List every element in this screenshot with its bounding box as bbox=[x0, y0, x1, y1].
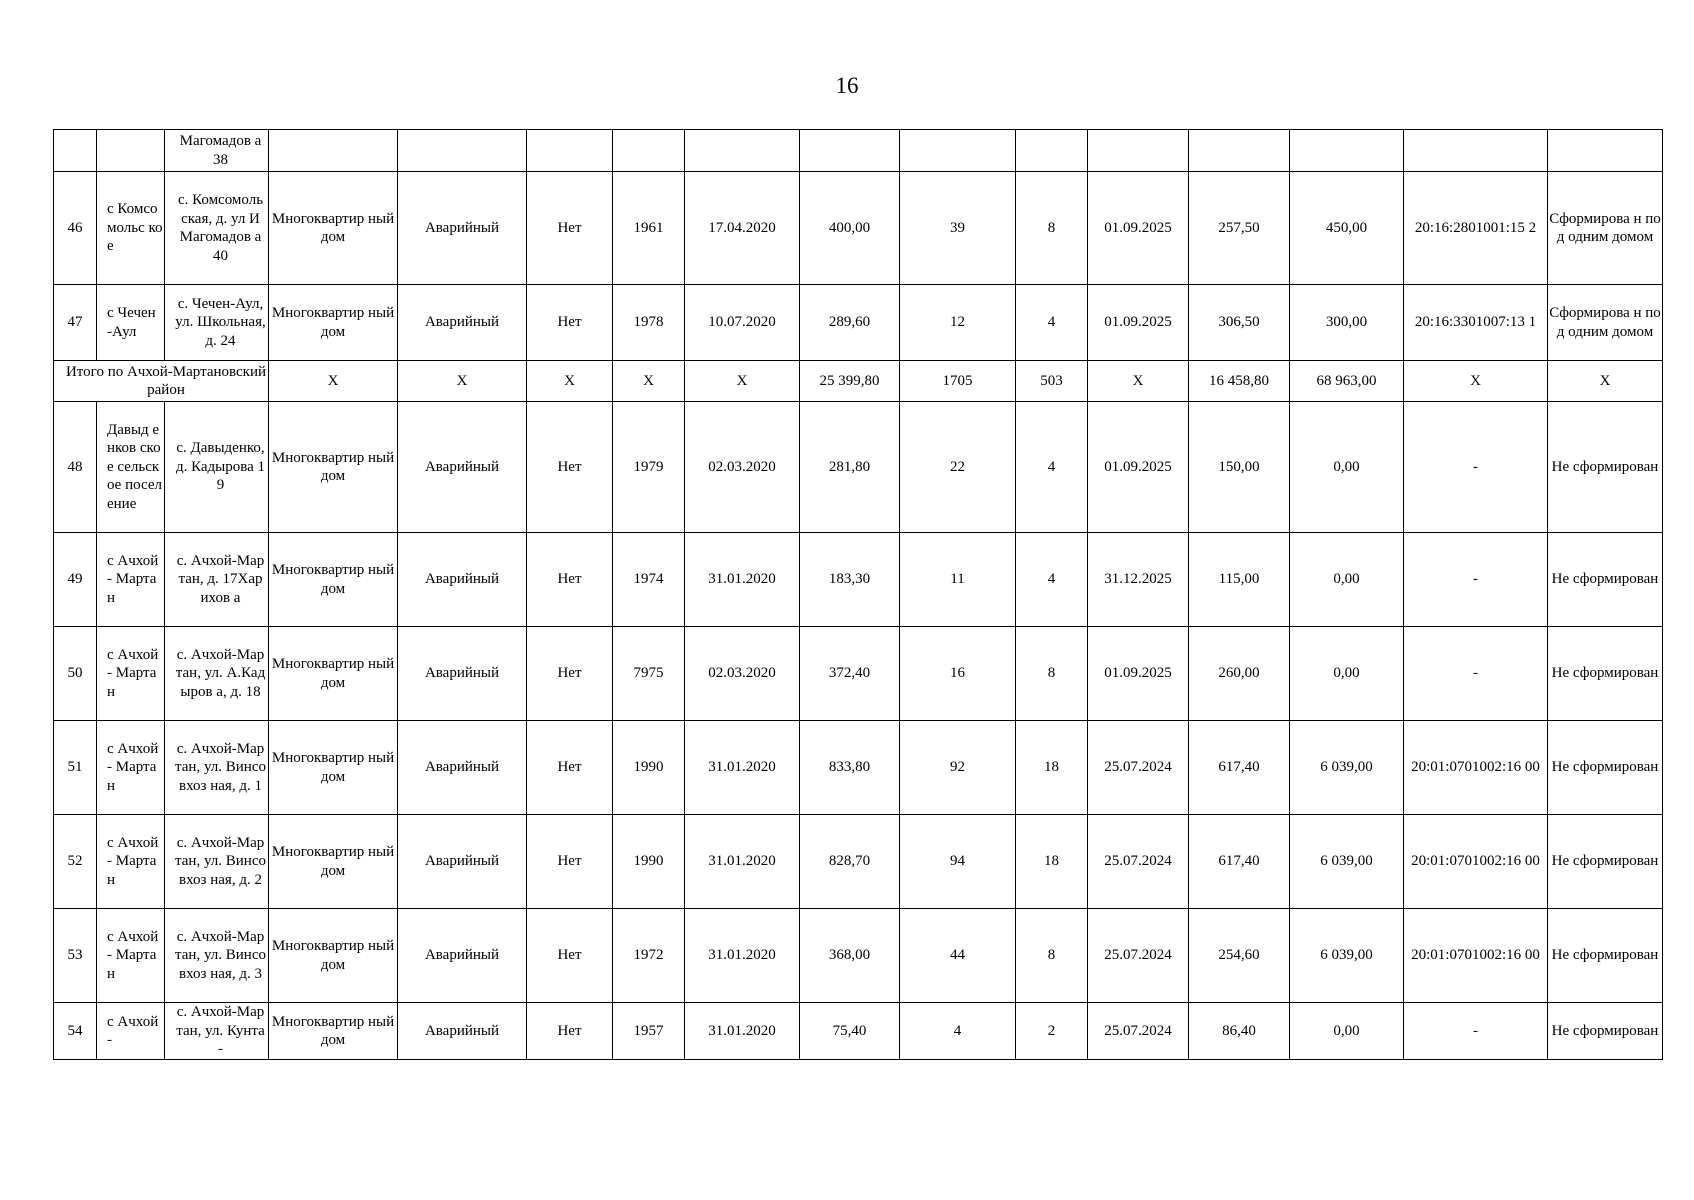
cost-cell: 254,60 bbox=[1189, 909, 1290, 1003]
cadastral-number-cell: 20:16:2801001:15 2 bbox=[1404, 172, 1548, 285]
table-row bbox=[54, 909, 1663, 1003]
land-area-cell bbox=[1290, 130, 1404, 172]
row-number: 53 bbox=[54, 909, 97, 1003]
house-type-cell: Многоквартир ный дом bbox=[269, 627, 398, 721]
flag-cell: Нет bbox=[527, 172, 613, 285]
cadastral-number-cell: 20:01:0701002:16 00 bbox=[1404, 815, 1548, 909]
address-cell: с. Ачхой-Мартан, ул. Винсовхоз ная, д. 3 bbox=[165, 909, 269, 1003]
residents-cell: 4 bbox=[900, 1003, 1016, 1060]
flag-cell: Нет bbox=[527, 533, 613, 627]
table-row bbox=[54, 721, 1663, 815]
land-area-cell: 450,00 bbox=[1290, 172, 1404, 285]
year-cell: 1972 bbox=[613, 909, 685, 1003]
total-row bbox=[54, 361, 1663, 402]
planned-date-cell: 01.09.2025 bbox=[1088, 172, 1189, 285]
residents-cell: 1705 bbox=[900, 361, 1016, 402]
settlement-cell: с Ачхой - Марта н bbox=[97, 815, 165, 909]
flag-cell: Нет bbox=[527, 1003, 613, 1060]
settlement-cell bbox=[97, 130, 165, 172]
planned-date-cell: 01.09.2025 bbox=[1088, 402, 1189, 533]
land-formation-cell: Не сформирован bbox=[1548, 533, 1663, 627]
recognition-date-cell bbox=[685, 130, 800, 172]
land-formation-cell: Не сформирован bbox=[1548, 815, 1663, 909]
house-type-cell: Многоквартир ный дом bbox=[269, 172, 398, 285]
area-cell: 281,80 bbox=[800, 402, 900, 533]
land-area-cell: 0,00 bbox=[1290, 533, 1404, 627]
land-area-cell: 0,00 bbox=[1290, 402, 1404, 533]
status-cell: Аварийный bbox=[398, 533, 527, 627]
table-row bbox=[54, 627, 1663, 721]
land-area-cell: 6 039,00 bbox=[1290, 721, 1404, 815]
area-cell: 368,00 bbox=[800, 909, 900, 1003]
planned-date-cell: 01.09.2025 bbox=[1088, 627, 1189, 721]
recognition-date-cell: 31.01.2020 bbox=[685, 1003, 800, 1060]
area-cell: 25 399,80 bbox=[800, 361, 900, 402]
area-cell: 400,00 bbox=[800, 172, 900, 285]
residents-cell: 16 bbox=[900, 627, 1016, 721]
recognition-date-cell: 02.03.2020 bbox=[685, 402, 800, 533]
residents-cell: 92 bbox=[900, 721, 1016, 815]
planned-date-cell: 01.09.2025 bbox=[1088, 285, 1189, 361]
table-row bbox=[54, 130, 1663, 172]
flag-cell bbox=[527, 130, 613, 172]
year-cell: 1974 bbox=[613, 533, 685, 627]
cadastral-number-cell: - bbox=[1404, 1003, 1548, 1060]
year-cell: 1979 bbox=[613, 402, 685, 533]
housing-registry-table bbox=[53, 129, 1663, 1060]
cost-cell: 150,00 bbox=[1189, 402, 1290, 533]
settlement-cell: Давыд енков ское сельск ое посел ение bbox=[97, 402, 165, 533]
planned-date-cell: 25.07.2024 bbox=[1088, 721, 1189, 815]
recognition-date-cell: 31.01.2020 bbox=[685, 721, 800, 815]
planned-date-cell: 25.07.2024 bbox=[1088, 909, 1189, 1003]
row-number: 50 bbox=[54, 627, 97, 721]
settlement-cell: с Ачхой - bbox=[97, 1003, 165, 1060]
year-cell bbox=[613, 130, 685, 172]
area-cell: 289,60 bbox=[800, 285, 900, 361]
residents-cell bbox=[900, 130, 1016, 172]
residents-cell: 11 bbox=[900, 533, 1016, 627]
apartments-cell: 8 bbox=[1016, 172, 1088, 285]
recognition-date-cell: 31.01.2020 bbox=[685, 815, 800, 909]
table-row bbox=[54, 815, 1663, 909]
land-formation-cell bbox=[1548, 130, 1663, 172]
address-cell: с. Давыденко, д. Кадырова 19 bbox=[165, 402, 269, 533]
apartments-cell: 8 bbox=[1016, 909, 1088, 1003]
flag-cell: Нет bbox=[527, 815, 613, 909]
recognition-date-cell: 02.03.2020 bbox=[685, 627, 800, 721]
apartments-cell: 2 bbox=[1016, 1003, 1088, 1060]
planned-date-cell bbox=[1088, 130, 1189, 172]
land-formation-cell: Не сформирован bbox=[1548, 909, 1663, 1003]
row-number: 52 bbox=[54, 815, 97, 909]
flag-cell: Нет bbox=[527, 627, 613, 721]
settlement-cell: с Комсо мольс кое bbox=[97, 172, 165, 285]
address-cell: с. Ачхой-Мартан, ул. Винсовхоз ная, д. 2 bbox=[165, 815, 269, 909]
cadastral-number-cell: - bbox=[1404, 627, 1548, 721]
row-number: 48 bbox=[54, 402, 97, 533]
area-cell: 75,40 bbox=[800, 1003, 900, 1060]
land-area-cell: 68 963,00 bbox=[1290, 361, 1404, 402]
cost-cell: 260,00 bbox=[1189, 627, 1290, 721]
cadastral-number-cell: 20:01:0701002:16 00 bbox=[1404, 721, 1548, 815]
apartments-cell: 8 bbox=[1016, 627, 1088, 721]
cost-cell: 306,50 bbox=[1189, 285, 1290, 361]
land-formation-cell: X bbox=[1548, 361, 1663, 402]
land-area-cell: 6 039,00 bbox=[1290, 815, 1404, 909]
house-type-cell: Многоквартир ный дом bbox=[269, 909, 398, 1003]
cost-cell: 115,00 bbox=[1189, 533, 1290, 627]
apartments-cell: 18 bbox=[1016, 815, 1088, 909]
area-cell: 833,80 bbox=[800, 721, 900, 815]
table-row bbox=[54, 1003, 1663, 1060]
house-type-cell: Многоквартир ный дом bbox=[269, 402, 398, 533]
address-cell: Магомадов а 38 bbox=[165, 130, 269, 172]
apartments-cell: 18 bbox=[1016, 721, 1088, 815]
cadastral-number-cell: 20:01:0701002:16 00 bbox=[1404, 909, 1548, 1003]
apartments-cell: 4 bbox=[1016, 285, 1088, 361]
residents-cell: 44 bbox=[900, 909, 1016, 1003]
apartments-cell: 503 bbox=[1016, 361, 1088, 402]
planned-date-cell: 25.07.2024 bbox=[1088, 1003, 1189, 1060]
recognition-date-cell: 31.01.2020 bbox=[685, 533, 800, 627]
cost-cell bbox=[1189, 130, 1290, 172]
house-type-cell bbox=[269, 130, 398, 172]
cadastral-number-cell: 20:16:3301007:13 1 bbox=[1404, 285, 1548, 361]
cadastral-number-cell: - bbox=[1404, 533, 1548, 627]
cost-cell: 617,40 bbox=[1189, 721, 1290, 815]
area-cell: 183,30 bbox=[800, 533, 900, 627]
year-cell: X bbox=[613, 361, 685, 402]
residents-cell: 94 bbox=[900, 815, 1016, 909]
status-cell: Аварийный bbox=[398, 402, 527, 533]
settlement-cell: с Ачхой - Марта н bbox=[97, 627, 165, 721]
land-formation-cell: Сформирова н под одним домом bbox=[1548, 285, 1663, 361]
land-formation-cell: Сформирова н под одним домом bbox=[1548, 172, 1663, 285]
flag-cell: Нет bbox=[527, 721, 613, 815]
residents-cell: 22 bbox=[900, 402, 1016, 533]
row-number: 54 bbox=[54, 1003, 97, 1060]
apartments-cell: 4 bbox=[1016, 533, 1088, 627]
residents-cell: 39 bbox=[900, 172, 1016, 285]
row-number: 51 bbox=[54, 721, 97, 815]
land-formation-cell: Не сформирован bbox=[1548, 721, 1663, 815]
address-cell: с. Ачхой-Мартан, ул. А.Кадыров а, д. 18 bbox=[165, 627, 269, 721]
status-cell: Аварийный bbox=[398, 627, 527, 721]
house-type-cell: Многоквартир ный дом bbox=[269, 815, 398, 909]
flag-cell: Нет bbox=[527, 909, 613, 1003]
cost-cell: 617,40 bbox=[1189, 815, 1290, 909]
cost-cell: 16 458,80 bbox=[1189, 361, 1290, 402]
page-number: 16 bbox=[835, 73, 859, 98]
planned-date-cell: 31.12.2025 bbox=[1088, 533, 1189, 627]
cost-cell: 257,50 bbox=[1189, 172, 1290, 285]
recognition-date-cell: X bbox=[685, 361, 800, 402]
table-row bbox=[54, 285, 1663, 361]
planned-date-cell: 25.07.2024 bbox=[1088, 815, 1189, 909]
address-cell: с. Ачхой-Мартан, ул. Кунта- bbox=[165, 1003, 269, 1060]
land-formation-cell: Не сформирован bbox=[1548, 627, 1663, 721]
cadastral-number-cell bbox=[1404, 130, 1548, 172]
recognition-date-cell: 10.07.2020 bbox=[685, 285, 800, 361]
year-cell: 1957 bbox=[613, 1003, 685, 1060]
status-cell bbox=[398, 130, 527, 172]
year-cell: 1961 bbox=[613, 172, 685, 285]
settlement-cell: с Ачхой - Марта н bbox=[97, 909, 165, 1003]
house-type-cell: X bbox=[269, 361, 398, 402]
cadastral-number-cell: - bbox=[1404, 402, 1548, 533]
settlement-cell: с Ачхой - Марта н bbox=[97, 721, 165, 815]
land-formation-cell: Не сформирован bbox=[1548, 1003, 1663, 1060]
row-number: 46 bbox=[54, 172, 97, 285]
house-type-cell: Многоквартир ный дом bbox=[269, 1003, 398, 1060]
land-area-cell: 6 039,00 bbox=[1290, 909, 1404, 1003]
land-area-cell: 300,00 bbox=[1290, 285, 1404, 361]
address-cell: с. Ачхой-Мартан, д. 17Харихов а bbox=[165, 533, 269, 627]
settlement-cell: с Ачхой - Марта н bbox=[97, 533, 165, 627]
residents-cell: 12 bbox=[900, 285, 1016, 361]
flag-cell: Нет bbox=[527, 285, 613, 361]
address-cell: с. Чечен-Аул, ул. Школьная, д. 24 bbox=[165, 285, 269, 361]
recognition-date-cell: 17.04.2020 bbox=[685, 172, 800, 285]
table-row bbox=[54, 172, 1663, 285]
status-cell: Аварийный bbox=[398, 815, 527, 909]
area-cell bbox=[800, 130, 900, 172]
table-row bbox=[54, 402, 1663, 533]
row-number: 47 bbox=[54, 285, 97, 361]
year-cell: 1978 bbox=[613, 285, 685, 361]
cadastral-number-cell: X bbox=[1404, 361, 1548, 402]
settlement-cell: с Чечен -Аул bbox=[97, 285, 165, 361]
house-type-cell: Многоквартир ный дом bbox=[269, 721, 398, 815]
year-cell: 1990 bbox=[613, 721, 685, 815]
flag-cell: X bbox=[527, 361, 613, 402]
area-cell: 828,70 bbox=[800, 815, 900, 909]
total-label: Итого по Ачхой-Мартановский район bbox=[54, 361, 269, 402]
address-cell: с. Ачхой-Мартан, ул. Винсовхоз ная, д. 1 bbox=[165, 721, 269, 815]
table-row bbox=[54, 533, 1663, 627]
land-area-cell: 0,00 bbox=[1290, 1003, 1404, 1060]
status-cell: Аварийный bbox=[398, 1003, 527, 1060]
apartments-cell bbox=[1016, 130, 1088, 172]
status-cell: X bbox=[398, 361, 527, 402]
area-cell: 372,40 bbox=[800, 627, 900, 721]
status-cell: Аварийный bbox=[398, 285, 527, 361]
year-cell: 7975 bbox=[613, 627, 685, 721]
house-type-cell: Многоквартир ный дом bbox=[269, 285, 398, 361]
row-number bbox=[54, 130, 97, 172]
house-type-cell: Многоквартир ный дом bbox=[269, 533, 398, 627]
status-cell: Аварийный bbox=[398, 172, 527, 285]
flag-cell: Нет bbox=[527, 402, 613, 533]
row-number: 49 bbox=[54, 533, 97, 627]
status-cell: Аварийный bbox=[398, 721, 527, 815]
planned-date-cell: X bbox=[1088, 361, 1189, 402]
year-cell: 1990 bbox=[613, 815, 685, 909]
land-area-cell: 0,00 bbox=[1290, 627, 1404, 721]
status-cell: Аварийный bbox=[398, 909, 527, 1003]
apartments-cell: 4 bbox=[1016, 402, 1088, 533]
address-cell: с. Комсомоль ская, д. ул И Магомадов а 40 bbox=[165, 172, 269, 285]
cost-cell: 86,40 bbox=[1189, 1003, 1290, 1060]
land-formation-cell: Не сформирован bbox=[1548, 402, 1663, 533]
recognition-date-cell: 31.01.2020 bbox=[685, 909, 800, 1003]
